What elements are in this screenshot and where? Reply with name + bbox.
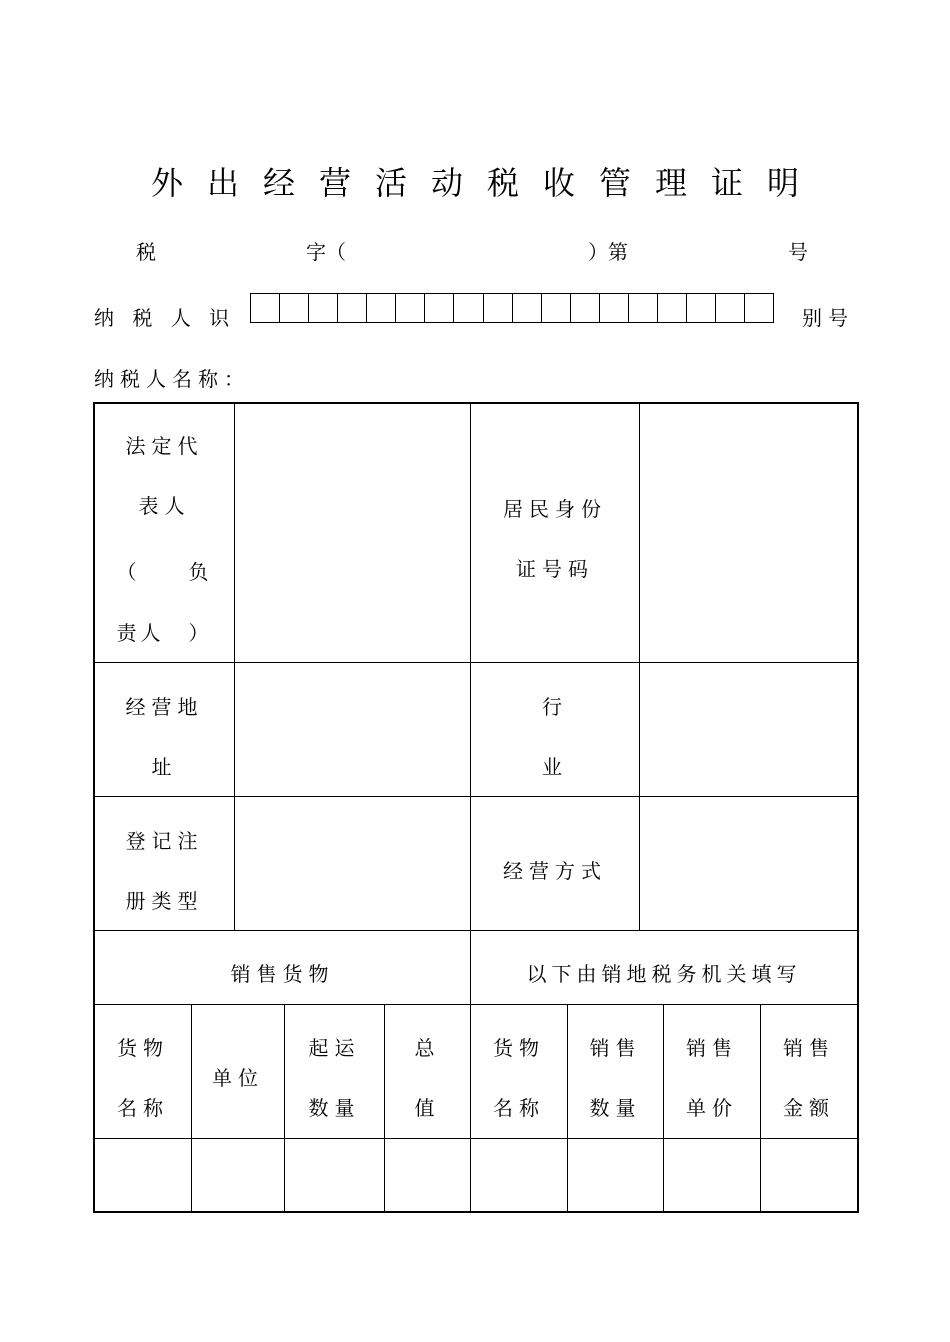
data-cell[interactable] — [285, 1139, 384, 1211]
legal-rep-label-3: （ 负 — [116, 560, 213, 584]
table-border — [93, 1211, 859, 1213]
col-unit-price-1: 销售 — [686, 1036, 738, 1060]
document-title: 外出经营活动税收管理证明 — [150, 164, 823, 202]
industry-label-1: 行 — [542, 695, 568, 719]
col-total-value-1: 总 — [414, 1036, 441, 1060]
id-number-label-1: 居民身份 — [503, 497, 607, 521]
id-digit-box[interactable] — [745, 294, 773, 322]
header-hao: 号 — [788, 240, 808, 264]
col-unit: 单位 — [212, 1066, 264, 1090]
col-goods-name-1: 货物 — [117, 1036, 169, 1060]
local-section-heading: 以下由销地税务机关填写 — [526, 962, 802, 986]
id-digit-box[interactable] — [425, 294, 454, 322]
taxpayer-id-boxes[interactable] — [250, 293, 774, 323]
col-unit-price-2: 单价 — [686, 1096, 738, 1120]
header-zi: 字（ — [306, 240, 346, 264]
reg-type-value[interactable] — [235, 797, 470, 930]
goods-section-heading: 销售货物 — [230, 962, 335, 986]
id-digit-box[interactable] — [629, 294, 658, 322]
table-rule — [93, 1004, 859, 1005]
id-digit-box[interactable] — [280, 294, 309, 322]
table-border — [857, 402, 859, 1213]
legal-rep-label-2: 表人 — [138, 494, 191, 518]
biz-mode-label: 经营方式 — [503, 859, 607, 883]
reg-type-label-2: 册类型 — [125, 889, 204, 913]
table-rule — [93, 930, 859, 931]
legal-rep-label-1: 法定代 — [125, 434, 204, 458]
col-goods-name-2: 名称 — [117, 1096, 169, 1120]
industry-value[interactable] — [640, 663, 857, 796]
address-label-1: 经营地 — [125, 695, 204, 719]
id-number-value[interactable] — [640, 404, 857, 662]
id-digit-box[interactable] — [454, 294, 483, 322]
col-ship-qty-2: 数量 — [308, 1096, 361, 1120]
address-label-2: 址 — [151, 755, 178, 779]
legal-rep-label-4: 责人 ） — [116, 621, 213, 645]
taxpayer-id-label-right: 别号 — [802, 306, 854, 330]
id-digit-box[interactable] — [571, 294, 600, 322]
legal-rep-value[interactable] — [235, 404, 470, 662]
industry-label-2: 业 — [542, 755, 568, 779]
col-ship-qty-1: 起运 — [308, 1036, 361, 1060]
col-local-goods-name-2: 名称 — [493, 1096, 545, 1120]
header-shui: 税 — [136, 240, 156, 264]
col-sales-amount-1: 销售 — [783, 1036, 835, 1060]
data-cell[interactable] — [568, 1139, 663, 1211]
data-cell[interactable] — [192, 1139, 284, 1211]
id-number-label-2: 证号码 — [516, 557, 594, 581]
id-digit-box[interactable] — [251, 294, 280, 322]
col-sales-amount-2: 金额 — [783, 1096, 835, 1120]
id-digit-box[interactable] — [309, 294, 338, 322]
id-digit-box[interactable] — [484, 294, 513, 322]
col-local-goods-name-1: 货物 — [493, 1036, 545, 1060]
id-digit-box[interactable] — [513, 294, 542, 322]
id-digit-box[interactable] — [396, 294, 425, 322]
data-cell[interactable] — [95, 1139, 191, 1211]
col-total-value-2: 值 — [414, 1096, 441, 1120]
id-digit-box[interactable] — [542, 294, 571, 322]
col-sales-qty-1: 销售 — [589, 1036, 642, 1060]
header-di: ）第 — [588, 240, 628, 264]
data-cell[interactable] — [471, 1139, 567, 1211]
data-cell[interactable] — [664, 1139, 760, 1211]
id-digit-box[interactable] — [367, 294, 396, 322]
id-digit-box[interactable] — [658, 294, 687, 322]
id-digit-box[interactable] — [338, 294, 367, 322]
data-cell[interactable] — [385, 1139, 470, 1211]
id-digit-box[interactable] — [600, 294, 629, 322]
taxpayer-name-label: 纳税人名称： — [94, 367, 250, 391]
id-digit-box[interactable] — [716, 294, 745, 322]
data-cell[interactable] — [761, 1139, 857, 1211]
col-sales-qty-2: 数量 — [589, 1096, 642, 1120]
address-value[interactable] — [235, 663, 470, 796]
reg-type-label-1: 登记注 — [125, 829, 204, 853]
biz-mode-value[interactable] — [640, 797, 857, 930]
id-digit-box[interactable] — [687, 294, 716, 322]
taxpayer-id-label-left: 纳 税 人 识 — [94, 306, 236, 330]
